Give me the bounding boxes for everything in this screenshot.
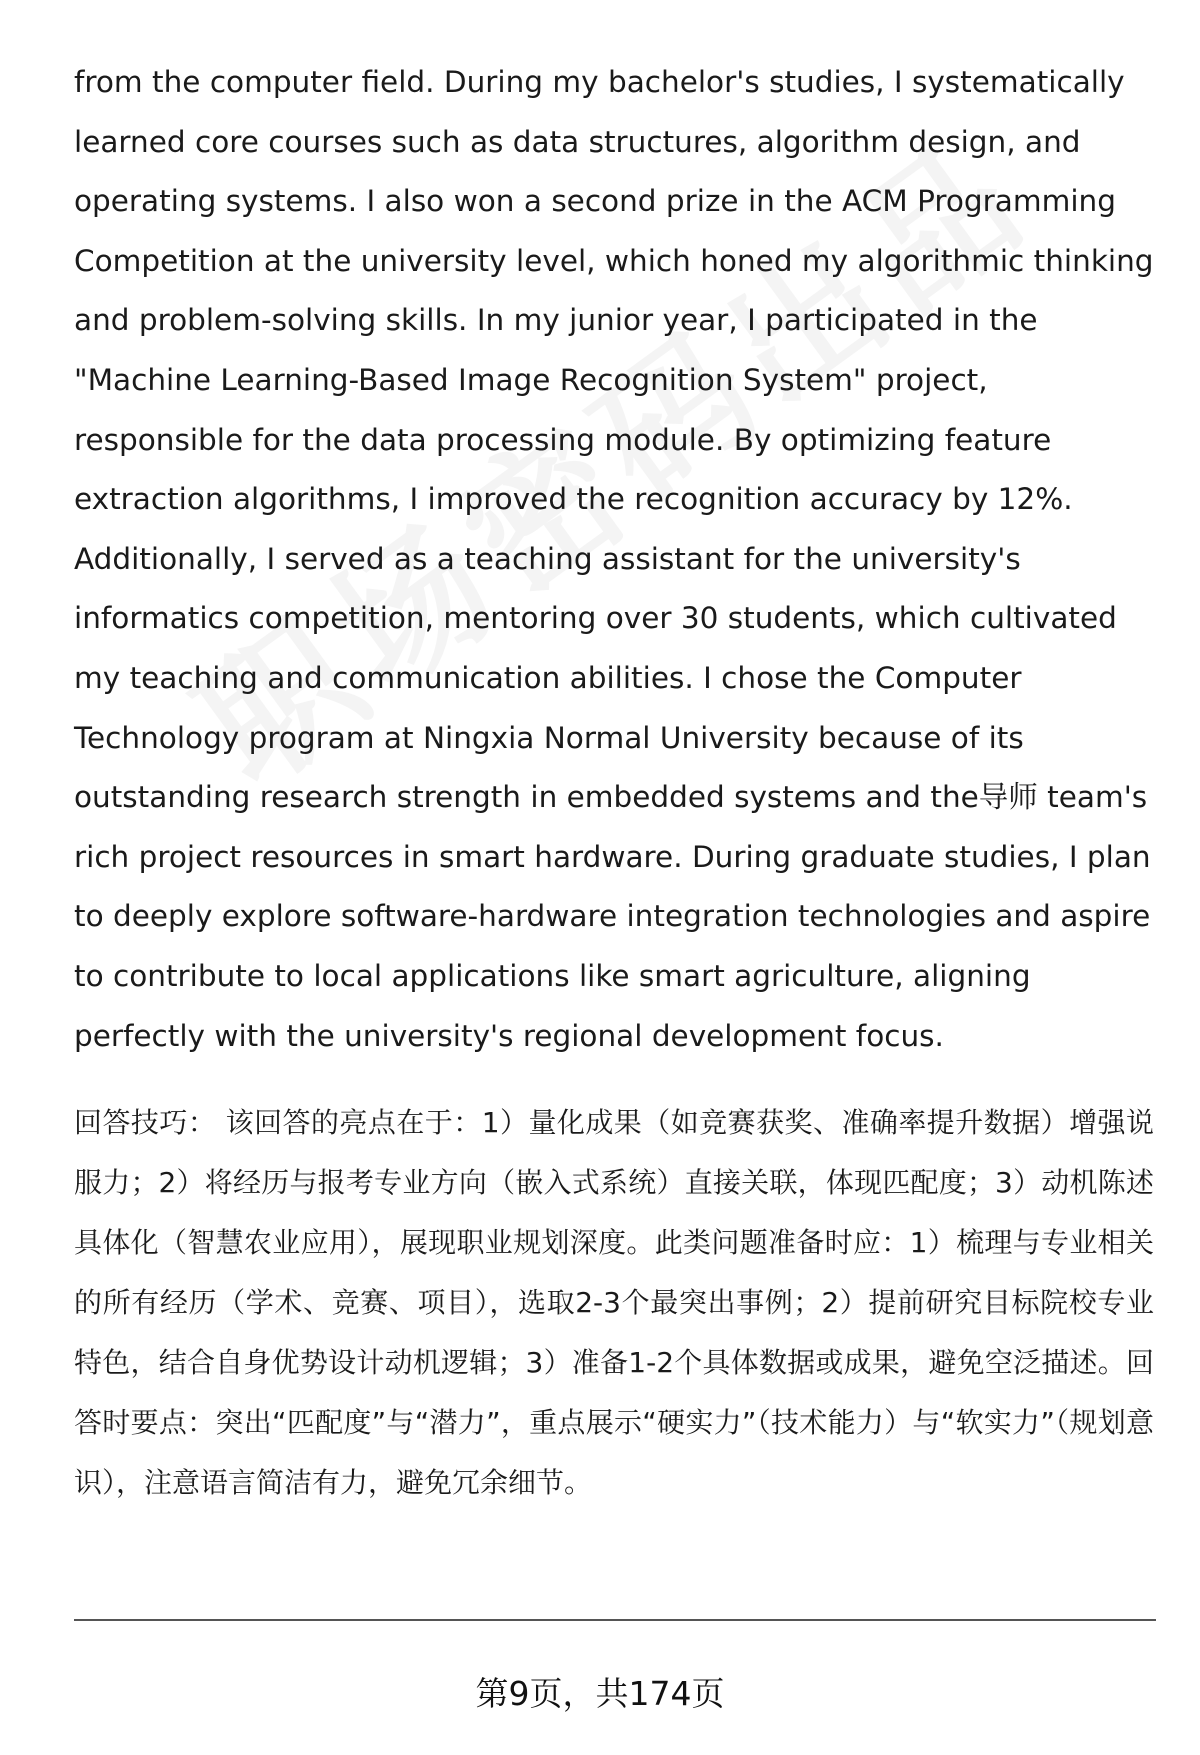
answer-paragraph: from the computer field. During my bachelor's studies, I systematically learned core courses such as data structures, algorithm design, and operating systems. I also won a second prize in the ACM Programming Competition at the university level, which honed my algorithmic thinking and problem-solving skills. In my junior year, I participated in the "Machine Learning-Based Image Recognition System" project, responsible for the data processing module. By optimizing feature extraction algorithms, I improved the recognition accuracy by 12%. Additionally, I served as a teaching assistant for the university's informatics competition, mentoring over 30 students, which cultivated my teaching and communication abilities. I chose the Computer Technology program at Ningxia Normal University because of its outstanding research strength in embedded systems and the导师 team's rich project resources in smart hardware. During graduate studies, I plan to deeply explore software-hardware integration technologies and aspire to contribute to local applications like smart agriculture, aligning perfectly with the university's regional development focus. <box>74 65 1154 1053</box>
page-number: 第9页，共174页 <box>475 1674 725 1713</box>
footer-divider <box>74 1619 1156 1621</box>
answer-tips-paragraph: 回答技巧： 该回答的亮点在于：1）量化成果（如竞赛获奖、准确率提升数据）增强说服力；2）将经历与报考专业方向（嵌入式系统）直接关联，体现匹配度；3）动机陈述具体化（智慧农业应用），展现职业规划深度。此类问题准备时应：1）梳理与专业相关的所有经历（学术、竞赛、项目），选取2-3个最突出事例；2）提前研究目标院校专业特色，结合自身优势设计动机逻辑；3）准备1-2个具体数据或成果，避免空泛描述。回答时要点：突出“匹配度”与“潜力”，重点展示“硬实力”（技术能力）与“软实力”（规划意识），注意语言简洁有力，避免冗余细节。 <box>74 1106 1154 1499</box>
